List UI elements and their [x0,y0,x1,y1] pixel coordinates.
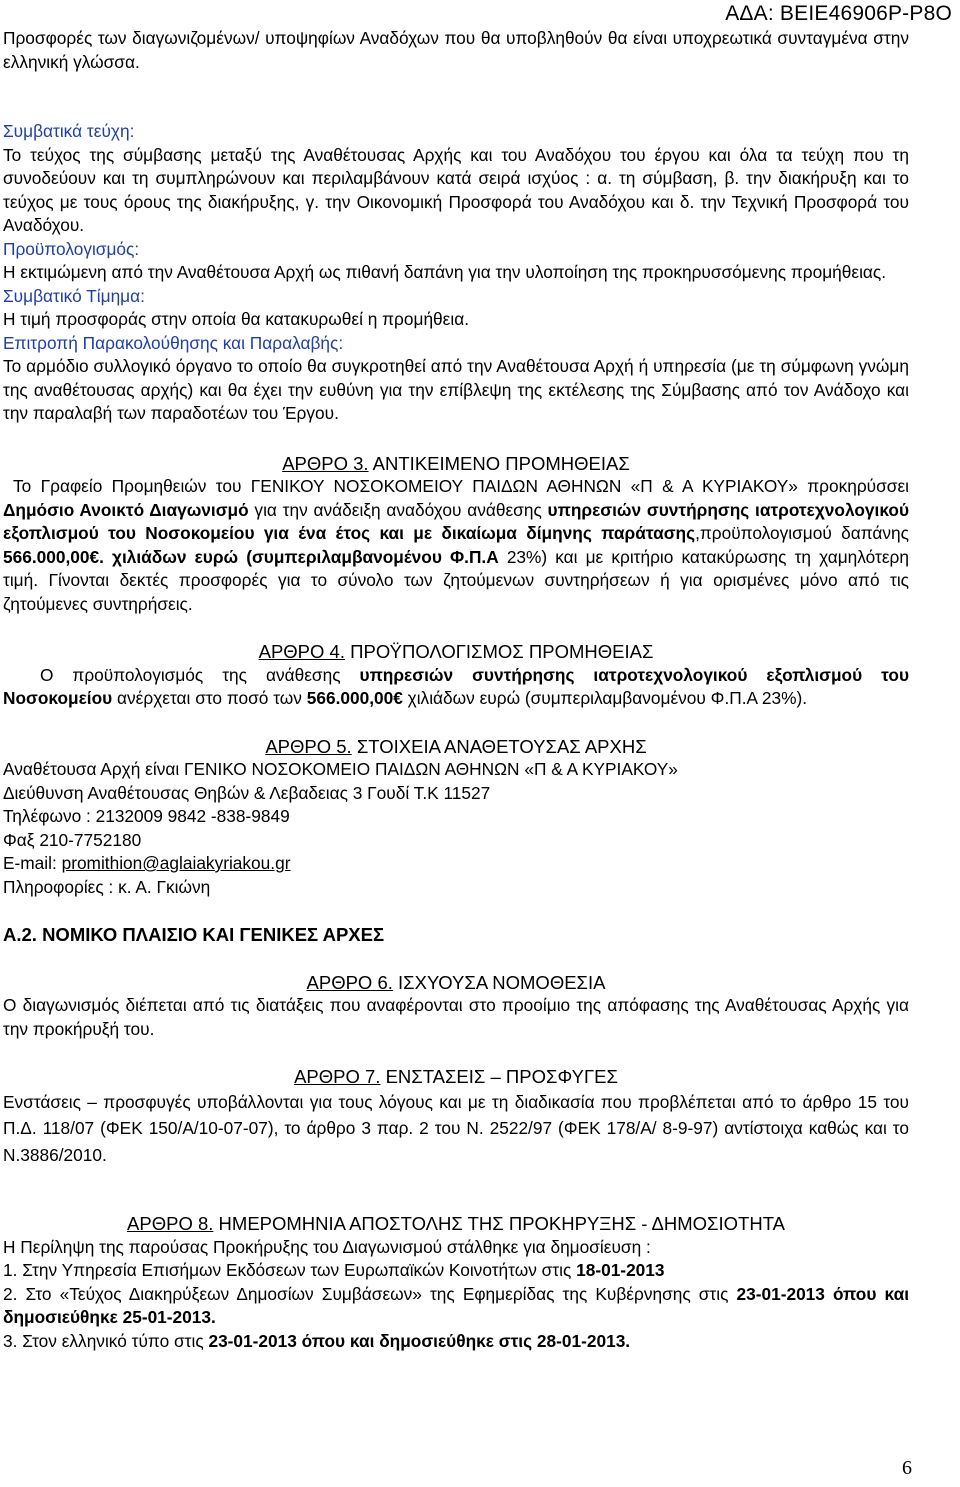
arthro5-line1: Αναθέτουσα Αρχή είναι ΓΕΝΙΚΟ ΝΟΣΟΚΟΜΕΙΟ ΠΑΙΔΩΝ ΑΘΗΝΩΝ «Π & Α ΚΥΡΙΑΚΟΥ» [3,759,678,779]
arthro4-b2: 566.000,00€ [306,688,403,708]
arthro7-heading [3,1065,909,1089]
document-page [3,0,909,1353]
arthro3-body [3,475,909,616]
symvatika-title: Συμβατικά τεύχη: [3,121,135,141]
arthro8-item3 [3,1330,909,1354]
arthro5-number: ΑΡΘΡΟ 5. [265,735,352,757]
item3-mid: όπου και δημοσιεύθηκε στις [296,1330,537,1351]
item2-date1: 23-01-2013 [736,1283,825,1304]
arthro3-t3: ,προϋπολογισμού δαπάνης [695,523,909,543]
arthro3-title: ΑΝΤΙΚΕΙΜΕΝΟ ΠΡΟΜΗΘΕΙΑΣ [368,452,630,474]
email-link[interactable]: promithion@aglaiakyriakou.gr [61,853,291,873]
arthro4-number: ΑΡΘΡΟ 4. [258,641,345,662]
arthro3-t2: για την ανάδειξη αναδόχου ανάθεσης [248,499,548,520]
ada-code: ΑΔΑ: ΒΕΙΕ46906Ρ-Ρ8Ο [725,2,952,25]
item2-text: 2. Στο «Τεύχος Διακηρύξεων Δημοσίων Συμβάσεων» της Εφημερίδας της Κυβέρνησης στις [3,1283,737,1304]
arthro3-t4: 23%) και με κριτήριο κατακύρωσης τη χαμηλότερη τιμή. Γίνονται δεκτές προσφορές για το σύνολο των ζητούμενων συντηρήσεων ή για ορισμένες μόνο από τις ζητούμενες συντηρήσεις. [3,546,909,614]
symvatika-text: Το τεύχος της σύμβασης μεταξύ της Αναθέτουσας Αρχής και του Αναδόχου του έργου και όλα τα τεύχη που τη συνοδεύουν και τη συμπληρώνουν και περιλαμβάνουν κατά σειρά ισχύος : α. τη σύμβαση, β. την διακήρυξη και το τεύχος με τους όρους της διακήρυξης, γ. την Οικονομική Προσφορά του Αναδόχου και δ. την Τεχνική Προσφορά του Αναδόχου. [3,144,909,235]
page-number: 6 [902,1457,912,1479]
item1-text: 1. Στην Υπηρεσία Επισήμων Εκδόσεων των Ευρωπαϊκών Κοινοτήτων στις [3,1260,577,1280]
arthro4-t2: ανέρχεται στο ποσό των [112,688,307,708]
item1-date: 18-01-2013 [576,1260,665,1280]
arthro5-line3: Τηλέφωνο : 2132009 9842 -838-9849 [3,806,290,826]
arthro6-body: Ο διαγωνισμός διέπεται από τις διατάξεις που αναφέρονται στο προοίμιο της απόφασης της Αναθέτουσας Αρχής για την προκήρυξή του. [3,995,909,1039]
arthro6-heading [3,971,909,995]
epitropi-text: Το αρμόδιο συλλογικό όργανο το οποίο θα συγκροτηθεί από την Αναθέτουσα Αρχή ή υπηρεσία (με τη σύμφωνη γνώμη της αναθέτουσας αρχής) και θα έχει την ευθύνη για την επίβλεψη της εκτέλεσης της Σύμβασης από τον Ανάδοχο και την παραλαβή των παραδοτέων του Έργου. [3,356,909,423]
arthro4-t3: χιλιάδων ευρώ (συμπεριλαμβανομένου Φ.Π.Α 23%). [402,688,808,708]
item3-date1: 23-01-2013 [208,1330,297,1351]
proypologismos-title: Προϋπολογισμός: [3,238,140,259]
arthro8-title: ΗΜΕΡΟΜΗΝΙΑ ΑΠΟΣΤΟΛΗΣ ΤΗΣ ΠΡΟΚΗΡΥΞΗΣ - ΔΗΜΟΣΙΟΤΗΤΑ [213,1213,785,1234]
arthro8-number: ΑΡΘΡΟ 8. [127,1213,214,1234]
arthro5-line4: Φαξ 210-7752180 [3,829,142,850]
arthro3-b1: Δημόσιο Ανοικτό Διαγωνισμό [3,499,249,520]
arthro5-line2: Διεύθυνση Αναθέτουσας Θηβών & Λεβαδειας 3 Γουδί Τ.Κ 11527 [3,782,491,803]
arthro4-title: ΠΡΟΫΠΟΛΟΓΙΣΜΟΣ ΠΡΟΜΗΘΕΙΑΣ [344,641,654,662]
arthro7-number: ΑΡΘΡΟ 7. [294,1066,381,1087]
intro-paragraph: Προσφορές των διαγωνιζομένων/ υποψηφίων Αναδόχων που θα υποβληθούν θα είναι υποχρεωτικά συνταγμένα στην ελληνική γλώσσα. [3,28,909,72]
arthro8-item2 [3,1283,909,1330]
email-label: E-mail: [3,853,62,873]
arthro3-b2: υπηρεσιών συντήρησης ιατροτεχνολογικού εξοπλισμού του Νοσοκομείου για ένα έτος και με δικαίωμα δίμηνης παράτασης [3,499,909,543]
arthro5-heading [3,735,909,759]
proypologismos-text: Η εκτιμώμενη από την Αναθέτουσα Αρχή ως πιθανή δαπάνη για την υλοποίηση της προκηρυσσόμενης προμήθειας. [3,262,887,282]
item2-date2: 25-01-2013. [122,1307,216,1327]
arthro3-b3: 566.000,00€. χιλιάδων ευρώ (συμπεριλαμβανομένου Φ.Π.Α [3,546,499,567]
arthro5-title: ΣΤΟΙΧΕΙΑ ΑΝΑΘΕΤΟΥΣΑΣ ΑΡΧΗΣ [351,735,647,757]
arthro6-number: ΑΡΘΡΟ 6. [306,971,393,993]
item3-text: 3. Στον ελληνικό τύπο στις [3,1330,209,1351]
arthro8-item1 [3,1259,909,1283]
arthro8-heading [3,1212,909,1236]
arthro7-title: ΕΝΣΤΑΣΕΙΣ – ΠΡΟΣΦΥΓΕΣ [380,1066,618,1087]
arthro3-heading [3,452,909,476]
arthro4-body [3,664,909,711]
arthro3-t1: Το Γραφείο Προμηθειών του ΓΕΝΙΚΟΥ ΝΟΣΟΚΟΜΕΙΟΥ ΠΑΙΔΩΝ ΑΘΗΝΩΝ «Π & Α ΚΥΡΙΑΚΟΥ» προκηρύσσει [13,476,909,496]
arthro5-line6: Πληροφορίες : κ. Α. Γκιώνη [3,876,211,897]
arthro8-intro: Η Περίληψη της παρούσας Προκήρυξης του Διαγωνισμού στάλθηκε για δημοσίευση : [3,1236,651,1257]
item2-mid: όπου και δημοσιεύθηκε [3,1283,909,1327]
arthro6-title: ΙΣΧΥΟΥΣΑ ΝΟΜΟΘΕΣΙΑ [392,971,606,993]
item3-date2: 28-01-2013. [536,1330,631,1351]
arthro3-number: ΑΡΘΡΟ 3. [282,452,369,474]
section-a2-title: Α.2. ΝΟΜΙΚΟ ΠΛΑΙΣΙΟ ΚΑΙ ΓΕΝΙΚΕΣ ΑΡΧΕΣ [3,924,385,945]
arthro5-email-line [3,852,909,876]
arthro4-heading [3,640,909,664]
arthro4-b1: υπηρεσιών συντήρησης ιατροτεχνολογικού εξοπλισμού του Νοσοκομείου [3,664,909,708]
timima-title: Συμβατικό Τίμημα: [3,285,145,306]
arthro7-body: Ενστάσεις – προσφυγές υποβάλλονται για τους λόγους και με τη διαδικασία που προβλέπεται από το άρθρο 15 του Π.Δ. 118/07 (ΦΕΚ 150/Α/10-07-07), το άρθρο 3 παρ. 2 του Ν. 2522/97 (ΦΕΚ 178/Α/ 8-9-97) αντίστοιχα καθώς και το Ν.3886/2010. [3,1091,909,1165]
epitropi-title: Επιτροπή Παρακολούθησης και Παραλαβής: [3,332,344,353]
arthro4-t1: Ο προϋπολογισμός της ανάθεσης [40,664,360,685]
timima-text: Η τιμή προσφοράς στην οποία θα κατακυρωθεί η προμήθεια. [3,309,470,329]
